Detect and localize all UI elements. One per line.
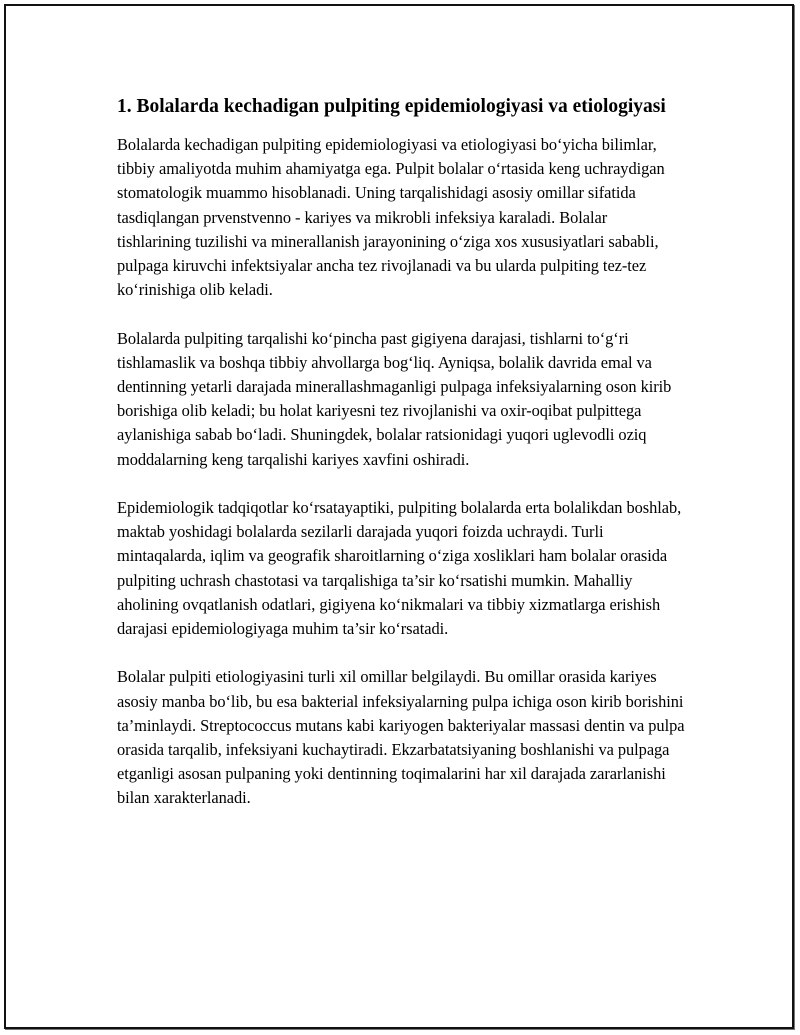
section-heading: 1. Bolalarda kechadigan pulpiting epidemiologiyasi va etiologiyasi xyxy=(117,96,666,117)
paragraph-2: Bolalarda pulpiting tarqalishi ko‘pincha past gigiyena darajasi, tishlarni to‘g‘ri tishlamaslik va boshqa tibbiy ahvollarga bog‘liq. Ayniqsa, bolalik davrida emal va dentinning yetarli darajada minerallashmaganligi pulpaga infeksiyalarning oson kirib borishiga olib keladi; bu holat kariyesni tez rivojlanishi va oxir-oqibat pulpittega aylanishiga sabab bo‘ladi. Shuningdek, bolalar ratsionidagi yuqori uglevodli oziq moddalarning keng tarqalishi kariyes xavfini oshiradi. xyxy=(117,328,672,469)
paragraph-3: Epidemiologik tadqiqotlar ko‘rsatayaptiki, pulpiting bolalarda erta bolalikdan boshlab, maktab yoshidagi bolalarda sezilarli darajada yuqori foizda uchraydi. Turli mintaqalarda, iqlim va geografik sharoitlarning o‘ziga xosliklari ham bolalar orasida pulpiting uchrash chastotasi va tarqalishiga ta’sir ko‘rsatishi mumkin. Mahalliy aholining ovqatlanish odatlari, gigiyena ko‘nikmalari va tibbiy xizmatlarga erishish darajasi epidemiologiyaga muhim ta’sir ko‘rsatadi. xyxy=(117,498,682,639)
paragraph-1: Bolalarda kechadigan pulpiting epidemiologiyasi va etiologiyasi bo‘yicha bilimlar, tibbiy amaliyotda muhim ahamiyatga ega. Pulpit bolalar o‘rtasida keng uchraydigan stomatologik muammo hisoblanadi. Uning tarqalishidagi asosiy omillar sifatida tasdiqlangan prvenstvenno - kariyes va mikrobli infeksiya karaladi. Bolalar tishlarining tuzilishi va minerallanish jarayonining o‘ziga xos xususiyatlari sababli, pulpaga kiruvchi infektsiyalar ancha tez rivojlanadi va bu ularda pulpiting tez-tez ko‘rinishiga olib keladi. xyxy=(117,135,665,300)
paragraph-4: Bolalar pulpiti etiologiyasini turli xil omillar belgilaydi. Bu omillar orasida kariyes asosiy manba bo‘lib, bu esa bakterial infeksiyalarning pulpa ichiga oson kirib borishini ta’minlaydi. Streptococcus mutans kabi kariyogen bakteriyalar massasi dentin va pulpa orasida tarqalib, infeksiyani kuchaytiradi. Ekzarbatatsiyaning boshlanishi va pulpaga etganligi asosan pulpaning yoki dentinning toqimalarini har xil darajada zararlanishi bilan xarakterlanadi. xyxy=(117,667,685,808)
document-body xyxy=(117,94,685,835)
